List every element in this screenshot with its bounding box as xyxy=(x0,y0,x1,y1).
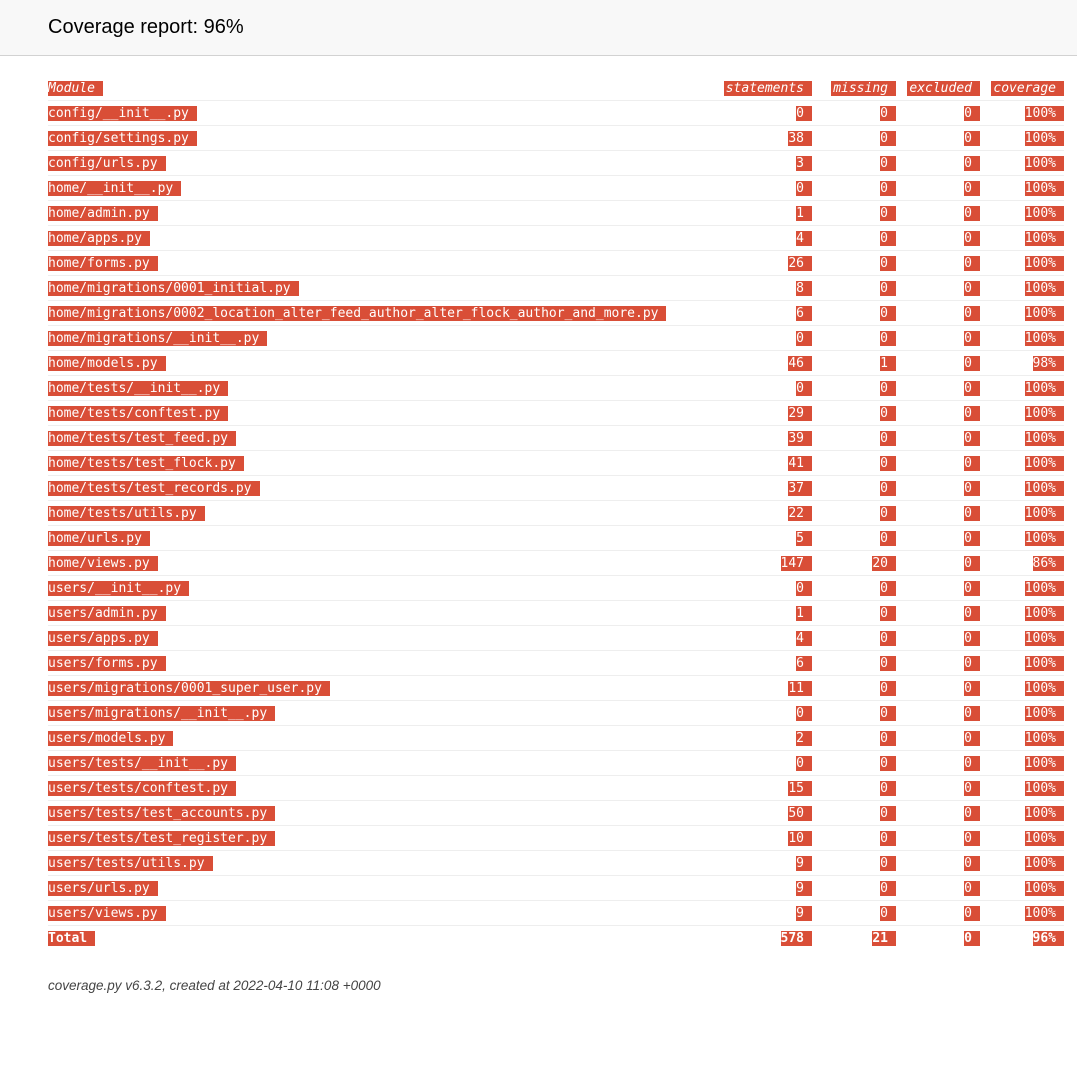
cell-coverage: 100% xyxy=(980,576,1064,601)
cell-missing: 0 xyxy=(812,301,896,326)
module-link[interactable]: home/tests/utils.py xyxy=(48,501,720,526)
cell-coverage: 100% xyxy=(980,101,1064,126)
cell-coverage: 100% xyxy=(980,751,1064,776)
cell-excluded: 0 xyxy=(896,726,980,751)
module-link[interactable]: home/__init__.py xyxy=(48,176,720,201)
table-row xyxy=(48,726,1064,751)
module-link[interactable]: home/tests/conftest.py xyxy=(48,401,720,426)
table-row xyxy=(48,676,1064,701)
cell-statements: 38 xyxy=(720,126,812,151)
module-link[interactable]: users/forms.py xyxy=(48,651,720,676)
cell-excluded: 0 xyxy=(896,876,980,901)
cell-missing: 0 xyxy=(812,426,896,451)
cell-excluded: 0 xyxy=(896,901,980,926)
cell-statements: 22 xyxy=(720,501,812,526)
cell-coverage: 100% xyxy=(980,876,1064,901)
cell-coverage: 100% xyxy=(980,301,1064,326)
total-excluded: 0 xyxy=(896,926,980,951)
table-row xyxy=(48,901,1064,926)
cell-statements: 0 xyxy=(720,101,812,126)
cell-missing: 0 xyxy=(812,476,896,501)
column-header-missing[interactable]: missing xyxy=(812,76,896,101)
module-link[interactable]: users/tests/utils.py xyxy=(48,851,720,876)
cell-excluded: 0 xyxy=(896,126,980,151)
cell-missing: 0 xyxy=(812,151,896,176)
table-row xyxy=(48,351,1064,376)
module-link[interactable]: users/tests/test_register.py xyxy=(48,826,720,851)
table-row xyxy=(48,376,1064,401)
cell-missing: 0 xyxy=(812,726,896,751)
cell-coverage: 98% xyxy=(980,351,1064,376)
cell-excluded: 0 xyxy=(896,401,980,426)
cell-excluded: 0 xyxy=(896,426,980,451)
cell-missing: 0 xyxy=(812,176,896,201)
cell-coverage: 100% xyxy=(980,526,1064,551)
cell-statements: 10 xyxy=(720,826,812,851)
module-link[interactable]: home/apps.py xyxy=(48,226,720,251)
module-link[interactable]: home/tests/test_flock.py xyxy=(48,451,720,476)
cell-excluded: 0 xyxy=(896,501,980,526)
module-link[interactable]: users/tests/test_accounts.py xyxy=(48,801,720,826)
cell-coverage: 100% xyxy=(980,476,1064,501)
cell-excluded: 0 xyxy=(896,651,980,676)
cell-statements: 0 xyxy=(720,751,812,776)
module-link[interactable]: home/views.py xyxy=(48,551,720,576)
total-row xyxy=(48,926,1064,951)
table-row xyxy=(48,226,1064,251)
module-link[interactable]: home/tests/test_records.py xyxy=(48,476,720,501)
cell-missing: 0 xyxy=(812,851,896,876)
cell-statements: 9 xyxy=(720,876,812,901)
cell-coverage: 100% xyxy=(980,201,1064,226)
cell-excluded: 0 xyxy=(896,551,980,576)
cell-excluded: 0 xyxy=(896,251,980,276)
cell-coverage: 100% xyxy=(980,826,1064,851)
cell-missing: 0 xyxy=(812,226,896,251)
cell-missing: 0 xyxy=(812,676,896,701)
module-link[interactable]: users/tests/__init__.py xyxy=(48,751,720,776)
module-link[interactable]: home/forms.py xyxy=(48,251,720,276)
module-link[interactable]: users/urls.py xyxy=(48,876,720,901)
module-link[interactable]: home/admin.py xyxy=(48,201,720,226)
cell-coverage: 100% xyxy=(980,601,1064,626)
cell-coverage: 100% xyxy=(980,901,1064,926)
cell-coverage: 100% xyxy=(980,276,1064,301)
total-label: Total xyxy=(48,926,720,951)
table-body xyxy=(48,101,1064,926)
table-row xyxy=(48,526,1064,551)
cell-excluded: 0 xyxy=(896,376,980,401)
footer-generator-info: coverage.py v6.3.2, created at 2022-04-10 11:08 +0000 xyxy=(48,978,381,993)
cell-coverage: 100% xyxy=(980,151,1064,176)
cell-missing: 0 xyxy=(812,901,896,926)
cell-excluded: 0 xyxy=(896,226,980,251)
cell-coverage: 100% xyxy=(980,676,1064,701)
cell-excluded: 0 xyxy=(896,451,980,476)
table-row xyxy=(48,826,1064,851)
cell-coverage: 100% xyxy=(980,176,1064,201)
cell-statements: 15 xyxy=(720,776,812,801)
table-row xyxy=(48,626,1064,651)
cell-missing: 0 xyxy=(812,501,896,526)
module-link[interactable]: users/views.py xyxy=(48,901,720,926)
table-row xyxy=(48,401,1064,426)
cell-coverage: 100% xyxy=(980,776,1064,801)
cell-statements: 46 xyxy=(720,351,812,376)
cell-excluded: 0 xyxy=(896,676,980,701)
cell-coverage: 86% xyxy=(980,551,1064,576)
cell-coverage: 100% xyxy=(980,801,1064,826)
cell-missing: 0 xyxy=(812,751,896,776)
cell-excluded: 0 xyxy=(896,626,980,651)
cell-missing: 0 xyxy=(812,451,896,476)
cell-excluded: 0 xyxy=(896,176,980,201)
cell-statements: 9 xyxy=(720,901,812,926)
module-link[interactable]: home/urls.py xyxy=(48,526,720,551)
cell-statements: 1 xyxy=(720,601,812,626)
cell-statements: 0 xyxy=(720,701,812,726)
cell-excluded: 0 xyxy=(896,476,980,501)
cell-missing: 0 xyxy=(812,826,896,851)
cell-excluded: 0 xyxy=(896,751,980,776)
table-row xyxy=(48,201,1064,226)
cell-coverage: 100% xyxy=(980,651,1064,676)
cell-excluded: 0 xyxy=(896,701,980,726)
module-link[interactable]: users/apps.py xyxy=(48,626,720,651)
cell-coverage: 100% xyxy=(980,226,1064,251)
table-row xyxy=(48,501,1064,526)
total-statements: 578 xyxy=(720,926,812,951)
cell-statements: 5 xyxy=(720,526,812,551)
cell-coverage: 100% xyxy=(980,326,1064,351)
module-link[interactable]: config/__init__.py xyxy=(48,101,720,126)
cell-excluded: 0 xyxy=(896,601,980,626)
cell-statements: 3 xyxy=(720,151,812,176)
module-link[interactable]: home/migrations/0001_initial.py xyxy=(48,276,720,301)
cell-excluded: 0 xyxy=(896,276,980,301)
cell-statements: 147 xyxy=(720,551,812,576)
cell-missing: 0 xyxy=(812,101,896,126)
table-row xyxy=(48,876,1064,901)
cell-statements: 39 xyxy=(720,426,812,451)
total-missing: 21 xyxy=(812,926,896,951)
cell-excluded: 0 xyxy=(896,526,980,551)
cell-missing: 0 xyxy=(812,401,896,426)
table-row xyxy=(48,176,1064,201)
report-content xyxy=(0,56,1077,993)
table-row xyxy=(48,551,1064,576)
table-row xyxy=(48,251,1064,276)
cell-excluded: 0 xyxy=(896,326,980,351)
cell-statements: 6 xyxy=(720,651,812,676)
cell-statements: 41 xyxy=(720,451,812,476)
cell-excluded: 0 xyxy=(896,851,980,876)
cell-missing: 20 xyxy=(812,551,896,576)
cell-statements: 0 xyxy=(720,326,812,351)
cell-missing: 0 xyxy=(812,651,896,676)
table-row xyxy=(48,801,1064,826)
table-row xyxy=(48,326,1064,351)
page-title: Coverage report: 96% xyxy=(48,16,244,38)
cell-excluded: 0 xyxy=(896,151,980,176)
cell-coverage: 100% xyxy=(980,451,1064,476)
table-row xyxy=(48,576,1064,601)
cell-statements: 0 xyxy=(720,376,812,401)
module-link[interactable]: users/__init__.py xyxy=(48,576,720,601)
column-header-statements[interactable]: statements xyxy=(720,76,812,101)
cell-missing: 0 xyxy=(812,126,896,151)
cell-statements: 1 xyxy=(720,201,812,226)
cell-statements: 0 xyxy=(720,176,812,201)
cell-statements: 4 xyxy=(720,626,812,651)
cell-coverage: 100% xyxy=(980,501,1064,526)
cell-statements: 11 xyxy=(720,676,812,701)
cell-statements: 29 xyxy=(720,401,812,426)
table-row xyxy=(48,151,1064,176)
table-row xyxy=(48,476,1064,501)
cell-coverage: 100% xyxy=(980,851,1064,876)
cell-statements: 9 xyxy=(720,851,812,876)
module-link[interactable]: home/migrations/__init__.py xyxy=(48,326,720,351)
table-row xyxy=(48,601,1064,626)
cell-missing: 0 xyxy=(812,601,896,626)
coverage-table xyxy=(48,76,1064,950)
table-row xyxy=(48,651,1064,676)
column-header-module[interactable]: Module xyxy=(48,76,720,101)
cell-coverage: 100% xyxy=(980,376,1064,401)
module-link[interactable]: config/urls.py xyxy=(48,151,720,176)
cell-coverage: 100% xyxy=(980,626,1064,651)
cell-coverage: 100% xyxy=(980,251,1064,276)
module-link[interactable]: users/tests/conftest.py xyxy=(48,776,720,801)
cell-missing: 0 xyxy=(812,251,896,276)
cell-missing: 0 xyxy=(812,776,896,801)
cell-statements: 6 xyxy=(720,301,812,326)
module-link[interactable]: users/models.py xyxy=(48,726,720,751)
cell-excluded: 0 xyxy=(896,801,980,826)
table-row xyxy=(48,426,1064,451)
table-row xyxy=(48,101,1064,126)
cell-excluded: 0 xyxy=(896,351,980,376)
cell-excluded: 0 xyxy=(896,201,980,226)
table-row xyxy=(48,751,1064,776)
cell-statements: 4 xyxy=(720,226,812,251)
cell-missing: 0 xyxy=(812,526,896,551)
cell-statements: 2 xyxy=(720,726,812,751)
cell-coverage: 100% xyxy=(980,426,1064,451)
table-row xyxy=(48,276,1064,301)
table-row xyxy=(48,701,1064,726)
cell-coverage: 100% xyxy=(980,701,1064,726)
cell-statements: 50 xyxy=(720,801,812,826)
cell-statements: 37 xyxy=(720,476,812,501)
module-link[interactable]: home/migrations/0002_location_alter_feed_author_alter_flock_author_and_more.py xyxy=(48,301,720,326)
cell-missing: 0 xyxy=(812,701,896,726)
table-header-row xyxy=(48,76,1064,101)
cell-missing: 0 xyxy=(812,801,896,826)
cell-excluded: 0 xyxy=(896,826,980,851)
cell-coverage: 100% xyxy=(980,126,1064,151)
module-link[interactable]: home/tests/__init__.py xyxy=(48,376,720,401)
cell-missing: 0 xyxy=(812,626,896,651)
cell-excluded: 0 xyxy=(896,101,980,126)
module-link[interactable]: home/models.py xyxy=(48,351,720,376)
cell-statements: 8 xyxy=(720,276,812,301)
cell-missing: 1 xyxy=(812,351,896,376)
table-row xyxy=(48,776,1064,801)
module-link[interactable]: users/migrations/0001_super_user.py xyxy=(48,676,720,701)
table-row xyxy=(48,301,1064,326)
cell-missing: 0 xyxy=(812,876,896,901)
module-link[interactable]: config/settings.py xyxy=(48,126,720,151)
cell-missing: 0 xyxy=(812,326,896,351)
column-header-excluded[interactable]: excluded xyxy=(896,76,980,101)
column-header-coverage[interactable]: coverage xyxy=(980,76,1064,101)
cell-statements: 0 xyxy=(720,576,812,601)
cell-statements: 26 xyxy=(720,251,812,276)
module-link[interactable]: home/tests/test_feed.py xyxy=(48,426,720,451)
report-header xyxy=(0,0,1077,56)
cell-missing: 0 xyxy=(812,576,896,601)
cell-missing: 0 xyxy=(812,376,896,401)
cell-coverage: 100% xyxy=(980,726,1064,751)
cell-excluded: 0 xyxy=(896,301,980,326)
cell-excluded: 0 xyxy=(896,776,980,801)
table-row xyxy=(48,126,1064,151)
module-link[interactable]: users/admin.py xyxy=(48,601,720,626)
module-link[interactable]: users/migrations/__init__.py xyxy=(48,701,720,726)
cell-coverage: 100% xyxy=(980,401,1064,426)
table-row xyxy=(48,851,1064,876)
total-coverage: 96% xyxy=(980,926,1064,951)
cell-missing: 0 xyxy=(812,276,896,301)
table-row xyxy=(48,451,1064,476)
cell-missing: 0 xyxy=(812,201,896,226)
cell-excluded: 0 xyxy=(896,576,980,601)
